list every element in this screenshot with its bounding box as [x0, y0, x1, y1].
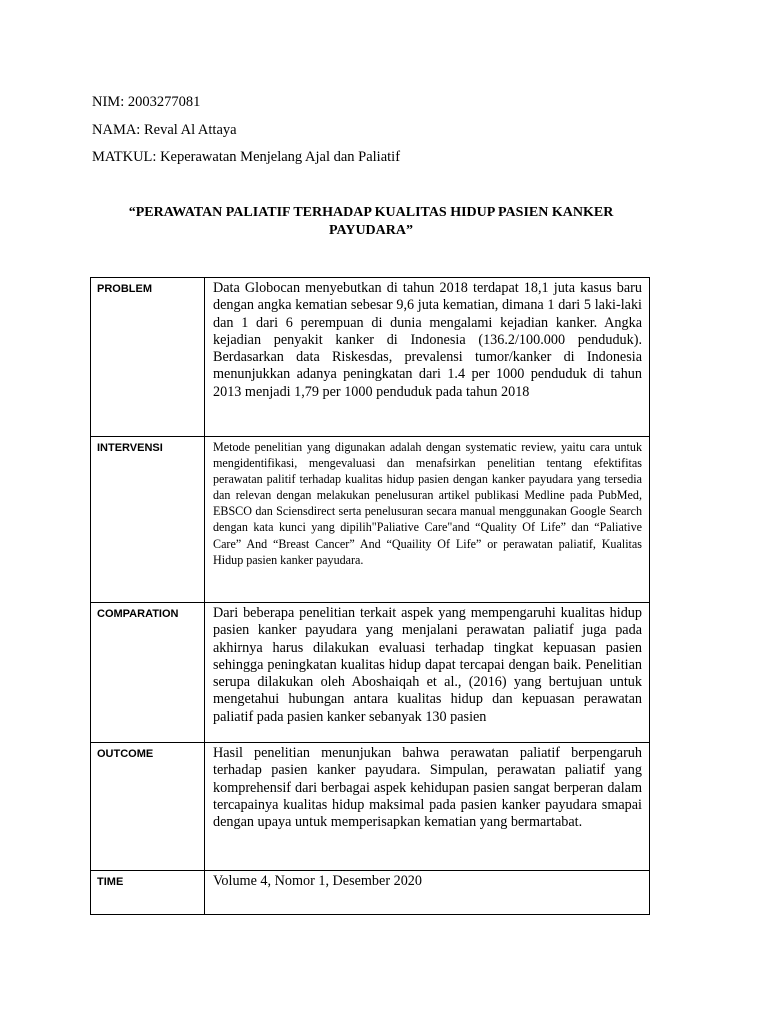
intervensi-text: Metode penelitian yang digunakan adalah dengan systematic review, yaitu cara untuk mengidentifikasi, mengevaluasi dan menafsirkan penelitian tentang efektifitas perawatan palitif terhadap kualitas hidup pasien dengan kanker payudara yang tersedia dan relevan dengan melakukan penelusuran artikel publikasi Medline pada PubMed, EBSCO dan Sciensdirect serta penelusuran secara manual menggunakan Google Search dengan kata kunci yang dipilih"Paliative Care"and “Quality Of Life” dan “Paliative Care” And “Breast Cancer” And “Quaility Of Life” or perawatan paliatif, Kualitas Hidup pasien kanker payudara. — [213, 440, 642, 567]
row-label-problem: PROBLEM — [91, 278, 205, 437]
row-content-comparation — [205, 603, 650, 743]
row-content-time — [205, 871, 650, 915]
table-row-time — [91, 871, 650, 915]
time-text: Volume 4, Nomor 1, Desember 2020 — [213, 873, 422, 889]
student-id-line: NIM: 2003277081 — [92, 94, 201, 110]
row-content-intervensi — [205, 437, 650, 603]
outcome-text: Hasil penelitian menunjukan bahwa perawatan paliatif berpengaruh terhadap pasien kanker payudara. Simpulan, perawatan paliatif yang komprehensif dari berbagai aspek kehidupan pasien sangat berperan dalam tercapainya kualitas hidup maksimal pada pasien kanker payudara smapai dengan upaya untuk memperisapkan kematian yang bermartabat. — [213, 745, 642, 831]
row-content-outcome — [205, 743, 650, 871]
row-content-problem — [205, 278, 650, 437]
comparation-text: Dari beberapa penelitian terkait aspek yang mempengaruhi kualitas hidup pasien kanker payudara yang menjalani perawatan paliatif juga pada akhirnya harus dilakukan evaluasi terhadap tingkat kepuasan pasien sehingga peningkatan kualitas hidup dapat tercapai dengan baik. Penelitian serupa dilakukan oleh Aboshaiqah et al., (2016) yang bertujuan untuk mengetahui hubungan antara kualitas hidup dan kepuasan perawatan paliatif pada pasien kanker sebanyak 130 pasien — [213, 605, 642, 725]
row-label-intervensi: INTERVENSI — [91, 437, 205, 603]
problem-text: Data Globocan menyebutkan di tahun 2018 terdapat 18,1 juta kasus baru dengan angka kematian sebesar 9,6 juta kematian, dimana 1 dari 5 laki-laki dan 1 dari 6 perempuan di dunia mengalami kejadian kanker. Angka kejadian penyakit kanker di Indonesia (136.2/100.000 penduduk). Berdasarkan data Riskesdas, prevalensi tumor/kanker di Indonesia menunjukkan adanya peningkatan dari 1.4 per 1000 penduduk di tahun 2013 menjadi 1,79 per 1000 penduduk pada tahun 2018 — [213, 280, 642, 400]
pico-table — [90, 277, 650, 915]
row-label-comparation: COMPARATION — [91, 603, 205, 743]
student-name-line: NAMA: Reval Al Attaya — [92, 122, 237, 138]
table-row-intervensi — [91, 437, 650, 603]
row-label-time: TIME — [91, 871, 205, 915]
course-line: MATKUL: Keperawatan Menjelang Ajal dan Paliatif — [92, 149, 401, 165]
table-row-outcome — [91, 743, 650, 871]
row-label-outcome: OUTCOME — [91, 743, 205, 871]
table-row-problem — [91, 278, 650, 437]
table-row-comparation — [91, 603, 650, 743]
document-title: “PERAWATAN PALIATIF TERHADAP KUALITAS HIDUP PASIEN KANKER PAYUDARA” — [128, 205, 614, 238]
